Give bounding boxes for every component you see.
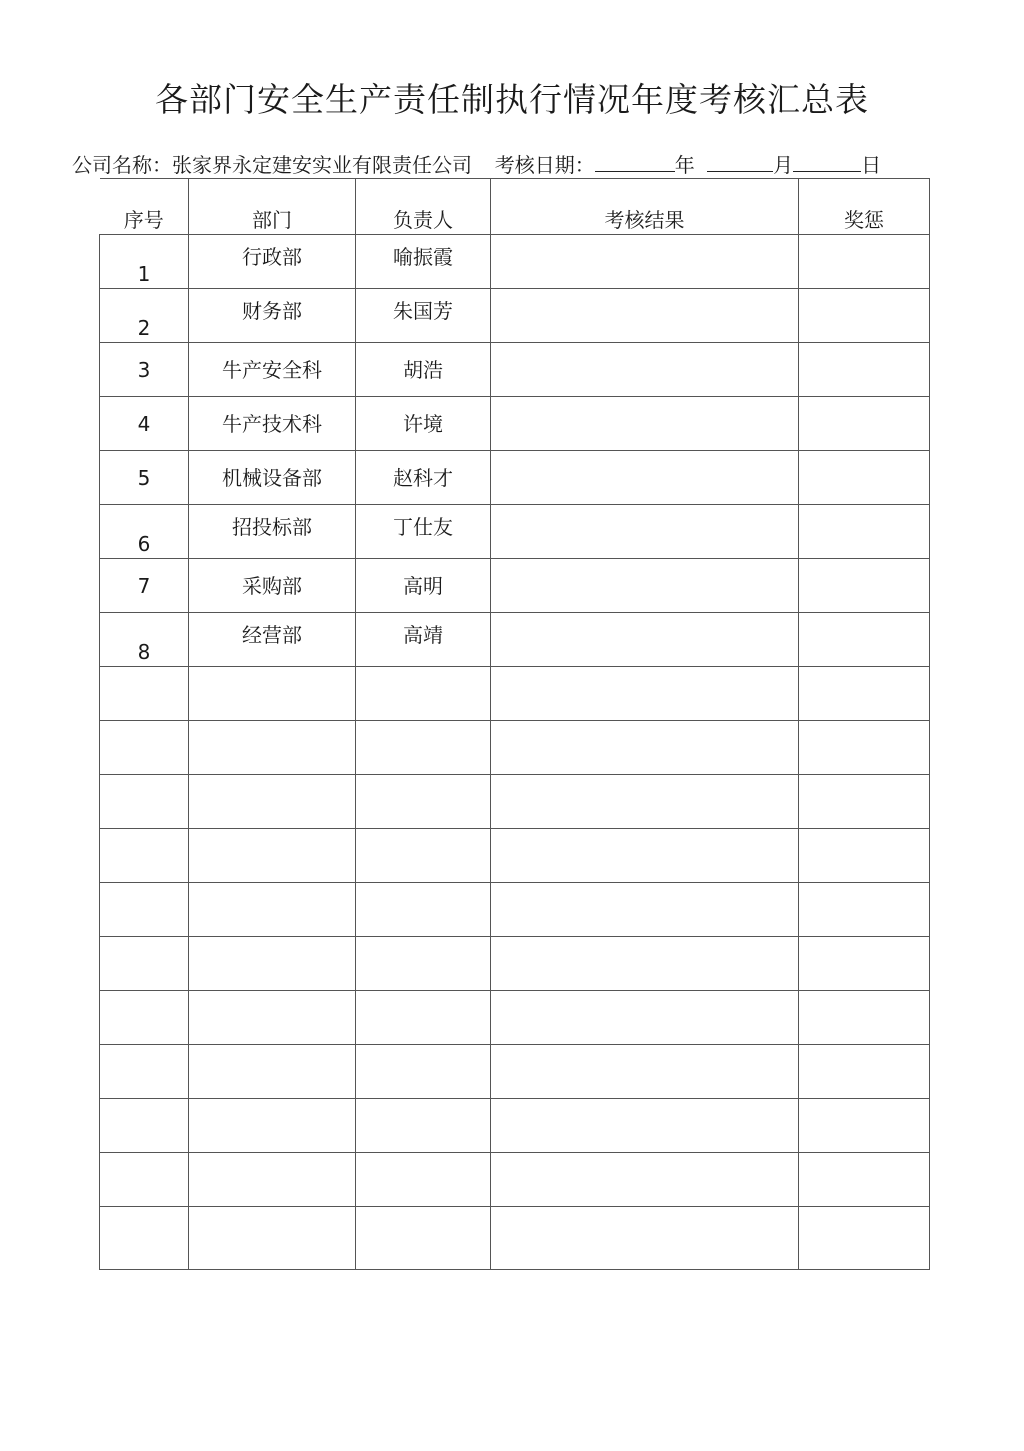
company-label: 公司名称： bbox=[72, 153, 172, 177]
day-unit: 日 bbox=[861, 153, 882, 177]
cell-reward-penalty[interactable] bbox=[799, 451, 930, 505]
cell-number[interactable] bbox=[100, 667, 189, 721]
cell-department-name bbox=[189, 235, 356, 289]
cell-number[interactable] bbox=[100, 721, 189, 775]
empty-table-row bbox=[100, 1099, 930, 1153]
cell-assessment-result[interactable] bbox=[491, 505, 799, 559]
empty-table-row bbox=[100, 721, 930, 775]
cell-person-in-charge[interactable] bbox=[356, 937, 491, 991]
empty-table-row bbox=[100, 667, 930, 721]
cell-reward-penalty[interactable] bbox=[799, 667, 930, 721]
cell-person-in-charge[interactable] bbox=[356, 1099, 491, 1153]
header-person-in-charge: 负责人 bbox=[356, 179, 491, 235]
cell-assessment-result[interactable] bbox=[491, 991, 799, 1045]
cell-reward-penalty[interactable] bbox=[799, 397, 930, 451]
assessment-table bbox=[99, 178, 930, 1270]
cell-assessment-result[interactable] bbox=[491, 451, 799, 505]
cell-assessment-result[interactable] bbox=[491, 559, 799, 613]
cell-department-name bbox=[189, 613, 356, 667]
cell-assessment-result[interactable] bbox=[491, 883, 799, 937]
cell-department-name[interactable] bbox=[189, 1099, 356, 1153]
cell-department-name bbox=[189, 343, 356, 397]
cell-reward-penalty[interactable] bbox=[799, 613, 930, 667]
department-name: 行政部 bbox=[242, 245, 302, 269]
cell-department-name[interactable] bbox=[189, 991, 356, 1045]
form-meta-line bbox=[72, 149, 972, 179]
cell-reward-penalty[interactable] bbox=[799, 1045, 930, 1099]
cell-department-name bbox=[189, 505, 356, 559]
cell-person-in-charge[interactable] bbox=[356, 667, 491, 721]
person-in-charge: 高靖 bbox=[403, 623, 443, 647]
cell-person-in-charge[interactable] bbox=[356, 775, 491, 829]
department-name: 牛产安全科 bbox=[222, 358, 322, 382]
cell-department-name bbox=[189, 559, 356, 613]
cell-number[interactable] bbox=[100, 1045, 189, 1099]
cell-number bbox=[100, 451, 189, 505]
row-number: 7 bbox=[137, 574, 151, 598]
cell-assessment-result[interactable] bbox=[491, 289, 799, 343]
cell-department-name[interactable] bbox=[189, 937, 356, 991]
cell-department-name[interactable] bbox=[189, 667, 356, 721]
cell-number bbox=[100, 613, 189, 667]
empty-table-row bbox=[100, 829, 930, 883]
cell-person-in-charge[interactable] bbox=[356, 1045, 491, 1099]
person-in-charge: 许境 bbox=[403, 412, 443, 436]
cell-number bbox=[100, 505, 189, 559]
cell-person-in-charge bbox=[356, 613, 491, 667]
cell-department-name[interactable] bbox=[189, 1045, 356, 1099]
cell-reward-penalty[interactable] bbox=[799, 1153, 930, 1207]
cell-number bbox=[100, 559, 189, 613]
year-unit: 年 bbox=[674, 153, 695, 177]
cell-department-name[interactable] bbox=[189, 883, 356, 937]
person-in-charge: 朱国芳 bbox=[393, 299, 453, 323]
year-blank[interactable] bbox=[595, 149, 675, 172]
cell-reward-penalty[interactable] bbox=[799, 235, 930, 289]
table-header-row bbox=[100, 179, 930, 235]
empty-table-row bbox=[100, 1153, 930, 1207]
cell-person-in-charge bbox=[356, 235, 491, 289]
empty-table-row bbox=[100, 1207, 930, 1270]
page-title: 各部门安全生产责任制执行情况年度考核汇总表 bbox=[155, 80, 869, 119]
empty-table-row bbox=[100, 991, 930, 1045]
table-row bbox=[100, 505, 930, 559]
header-assessment-result: 考核结果 bbox=[491, 179, 799, 235]
cell-assessment-result[interactable] bbox=[491, 1153, 799, 1207]
header-number: 序号 bbox=[100, 179, 189, 235]
cell-number[interactable] bbox=[100, 1099, 189, 1153]
empty-table-row bbox=[100, 1045, 930, 1099]
row-number: 8 bbox=[137, 640, 151, 664]
cell-number[interactable] bbox=[100, 775, 189, 829]
table-row bbox=[100, 451, 930, 505]
cell-reward-penalty[interactable] bbox=[799, 991, 930, 1045]
cell-assessment-result[interactable] bbox=[491, 1099, 799, 1153]
table-row bbox=[100, 289, 930, 343]
cell-person-in-charge bbox=[356, 397, 491, 451]
row-number: 2 bbox=[137, 316, 151, 340]
row-number: 4 bbox=[137, 412, 151, 436]
cell-assessment-result[interactable] bbox=[491, 667, 799, 721]
cell-person-in-charge bbox=[356, 289, 491, 343]
cell-assessment-result[interactable] bbox=[491, 721, 799, 775]
cell-person-in-charge bbox=[356, 505, 491, 559]
cell-number bbox=[100, 397, 189, 451]
department-name: 机械设备部 bbox=[222, 466, 322, 490]
cell-person-in-charge[interactable] bbox=[356, 721, 491, 775]
cell-person-in-charge bbox=[356, 343, 491, 397]
cell-assessment-result[interactable] bbox=[491, 397, 799, 451]
cell-assessment-result[interactable] bbox=[491, 613, 799, 667]
department-name: 牛产技术科 bbox=[222, 412, 322, 436]
table-row bbox=[100, 613, 930, 667]
empty-table-row bbox=[100, 883, 930, 937]
cell-reward-penalty[interactable] bbox=[799, 937, 930, 991]
empty-table-row bbox=[100, 937, 930, 991]
row-number: 1 bbox=[137, 262, 151, 286]
day-blank[interactable] bbox=[793, 149, 861, 172]
cell-reward-penalty[interactable] bbox=[799, 721, 930, 775]
cell-number[interactable] bbox=[100, 883, 189, 937]
cell-reward-penalty[interactable] bbox=[799, 505, 930, 559]
person-in-charge: 赵科才 bbox=[393, 466, 453, 490]
cell-assessment-result[interactable] bbox=[491, 937, 799, 991]
cell-assessment-result[interactable] bbox=[491, 775, 799, 829]
cell-person-in-charge bbox=[356, 451, 491, 505]
cell-reward-penalty[interactable] bbox=[799, 775, 930, 829]
cell-number bbox=[100, 235, 189, 289]
cell-department-name[interactable] bbox=[189, 775, 356, 829]
cell-reward-penalty[interactable] bbox=[799, 829, 930, 883]
person-in-charge: 胡浩 bbox=[403, 358, 443, 382]
cell-reward-penalty[interactable] bbox=[799, 1099, 930, 1153]
cell-department-name[interactable] bbox=[189, 829, 356, 883]
company-name: 张家界永定建安实业有限责任公司 bbox=[172, 153, 472, 177]
cell-department-name bbox=[189, 397, 356, 451]
department-name: 采购部 bbox=[242, 574, 302, 598]
cell-department-name[interactable] bbox=[189, 1207, 356, 1270]
table-row bbox=[100, 235, 930, 289]
department-name: 经营部 bbox=[242, 623, 302, 647]
cell-reward-penalty[interactable] bbox=[799, 289, 930, 343]
department-name: 财务部 bbox=[242, 299, 302, 323]
table-row bbox=[100, 397, 930, 451]
cell-number[interactable] bbox=[100, 1153, 189, 1207]
table-row bbox=[100, 559, 930, 613]
row-number: 3 bbox=[137, 358, 151, 382]
cell-person-in-charge[interactable] bbox=[356, 1153, 491, 1207]
cell-assessment-result[interactable] bbox=[491, 829, 799, 883]
cell-person-in-charge bbox=[356, 559, 491, 613]
cell-reward-penalty[interactable] bbox=[799, 883, 930, 937]
cell-number[interactable] bbox=[100, 937, 189, 991]
empty-table-row bbox=[100, 775, 930, 829]
person-in-charge: 丁仕友 bbox=[393, 515, 453, 539]
cell-person-in-charge[interactable] bbox=[356, 829, 491, 883]
cell-number[interactable] bbox=[100, 1207, 189, 1270]
cell-number bbox=[100, 343, 189, 397]
month-blank[interactable] bbox=[707, 149, 773, 172]
row-number: 6 bbox=[137, 532, 151, 556]
date-label: 考核日期： bbox=[494, 153, 595, 177]
cell-assessment-result[interactable] bbox=[491, 235, 799, 289]
table-row bbox=[100, 343, 930, 397]
person-in-charge: 高明 bbox=[403, 574, 443, 598]
header-reward-penalty: 奖惩 bbox=[799, 179, 930, 235]
person-in-charge: 喻振霞 bbox=[393, 245, 453, 269]
cell-reward-penalty[interactable] bbox=[799, 1207, 930, 1270]
cell-person-in-charge[interactable] bbox=[356, 883, 491, 937]
cell-assessment-result[interactable] bbox=[491, 1045, 799, 1099]
cell-department-name[interactable] bbox=[189, 1153, 356, 1207]
department-name: 招投标部 bbox=[232, 515, 312, 539]
cell-assessment-result[interactable] bbox=[491, 343, 799, 397]
header-department: 部门 bbox=[189, 179, 356, 235]
cell-department-name bbox=[189, 289, 356, 343]
cell-department-name[interactable] bbox=[189, 721, 356, 775]
cell-reward-penalty[interactable] bbox=[799, 559, 930, 613]
cell-department-name bbox=[189, 451, 356, 505]
cell-reward-penalty[interactable] bbox=[799, 343, 930, 397]
row-number: 5 bbox=[137, 466, 151, 490]
cell-person-in-charge[interactable] bbox=[356, 1207, 491, 1270]
cell-assessment-result[interactable] bbox=[491, 1207, 799, 1270]
cell-number[interactable] bbox=[100, 829, 189, 883]
month-unit: 月 bbox=[773, 153, 794, 177]
cell-number[interactable] bbox=[100, 991, 189, 1045]
cell-person-in-charge[interactable] bbox=[356, 991, 491, 1045]
cell-number bbox=[100, 289, 189, 343]
